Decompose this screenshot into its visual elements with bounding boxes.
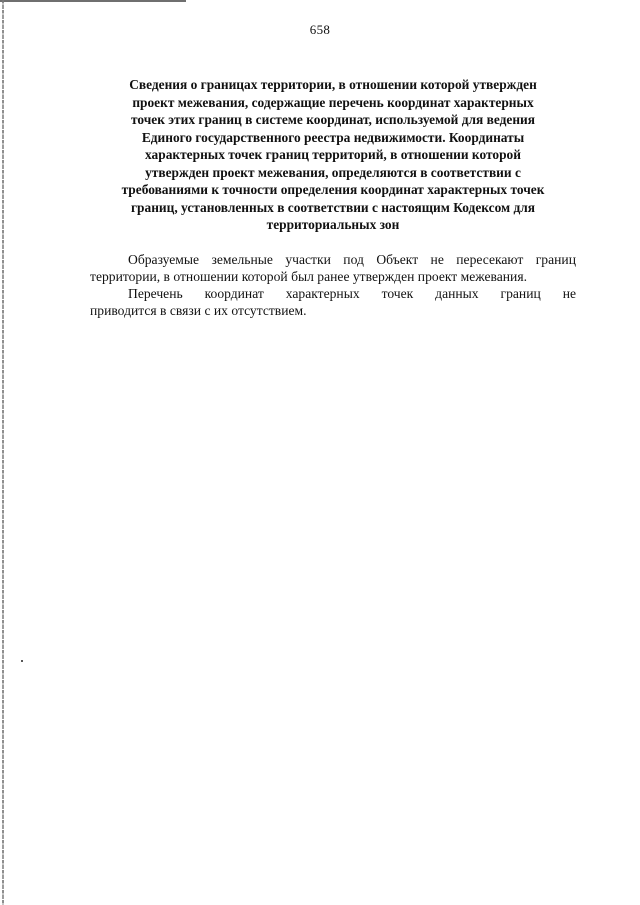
page-number: 658 [309, 22, 331, 37]
word: Объект [376, 252, 419, 267]
word: не [430, 252, 444, 267]
title-line: характерных точек границ территорий, в отношении которой [145, 147, 521, 162]
paragraph-first-line [90, 251, 576, 268]
paragraph-intersection [90, 251, 576, 285]
word: не [562, 286, 576, 301]
paragraph-coordinates [90, 285, 576, 319]
scan-speck [21, 660, 23, 662]
word: границ [535, 252, 576, 267]
word: Перечень [128, 286, 183, 301]
word: точек [381, 286, 414, 301]
title-line: Единого государственного реестра недвижимости. Координаты [141, 129, 525, 145]
word: характерных [285, 286, 360, 301]
word: Образуемые [128, 252, 200, 267]
paragraph-last-line: территории, в отношении которой был ранее утвержден проект межевания. [90, 269, 527, 284]
title-line: территориальных зон [266, 217, 400, 232]
scan-edge-left [2, 0, 4, 905]
title-line: требованиями к точности определения координат характерных точек [121, 182, 545, 197]
word: под [343, 252, 364, 267]
word: координат [204, 286, 264, 301]
title-line: Сведения о границах территории, в отношении которой утвержден [129, 77, 537, 92]
title-line: границ, установленных в соответствии с настоящим Кодексом для [130, 199, 536, 215]
paragraph-first-line [90, 285, 576, 302]
word: земельные [211, 252, 273, 267]
word: данных [435, 286, 479, 301]
word: участки [285, 252, 331, 267]
word: пересекают [456, 252, 524, 267]
paragraph-last-line: приводится в связи с их отсутствием. [90, 303, 307, 318]
title-line: утвержден проект межевания, определяются в соответствии с [145, 164, 521, 180]
word: границ [500, 286, 541, 301]
section-title [92, 76, 574, 234]
title-line: проект межевания, содержащие перечень координат характерных [132, 94, 534, 110]
scan-edge-top [0, 0, 186, 2]
title-line: точек этих границ в системе координат, используемой для ведения [130, 112, 536, 127]
